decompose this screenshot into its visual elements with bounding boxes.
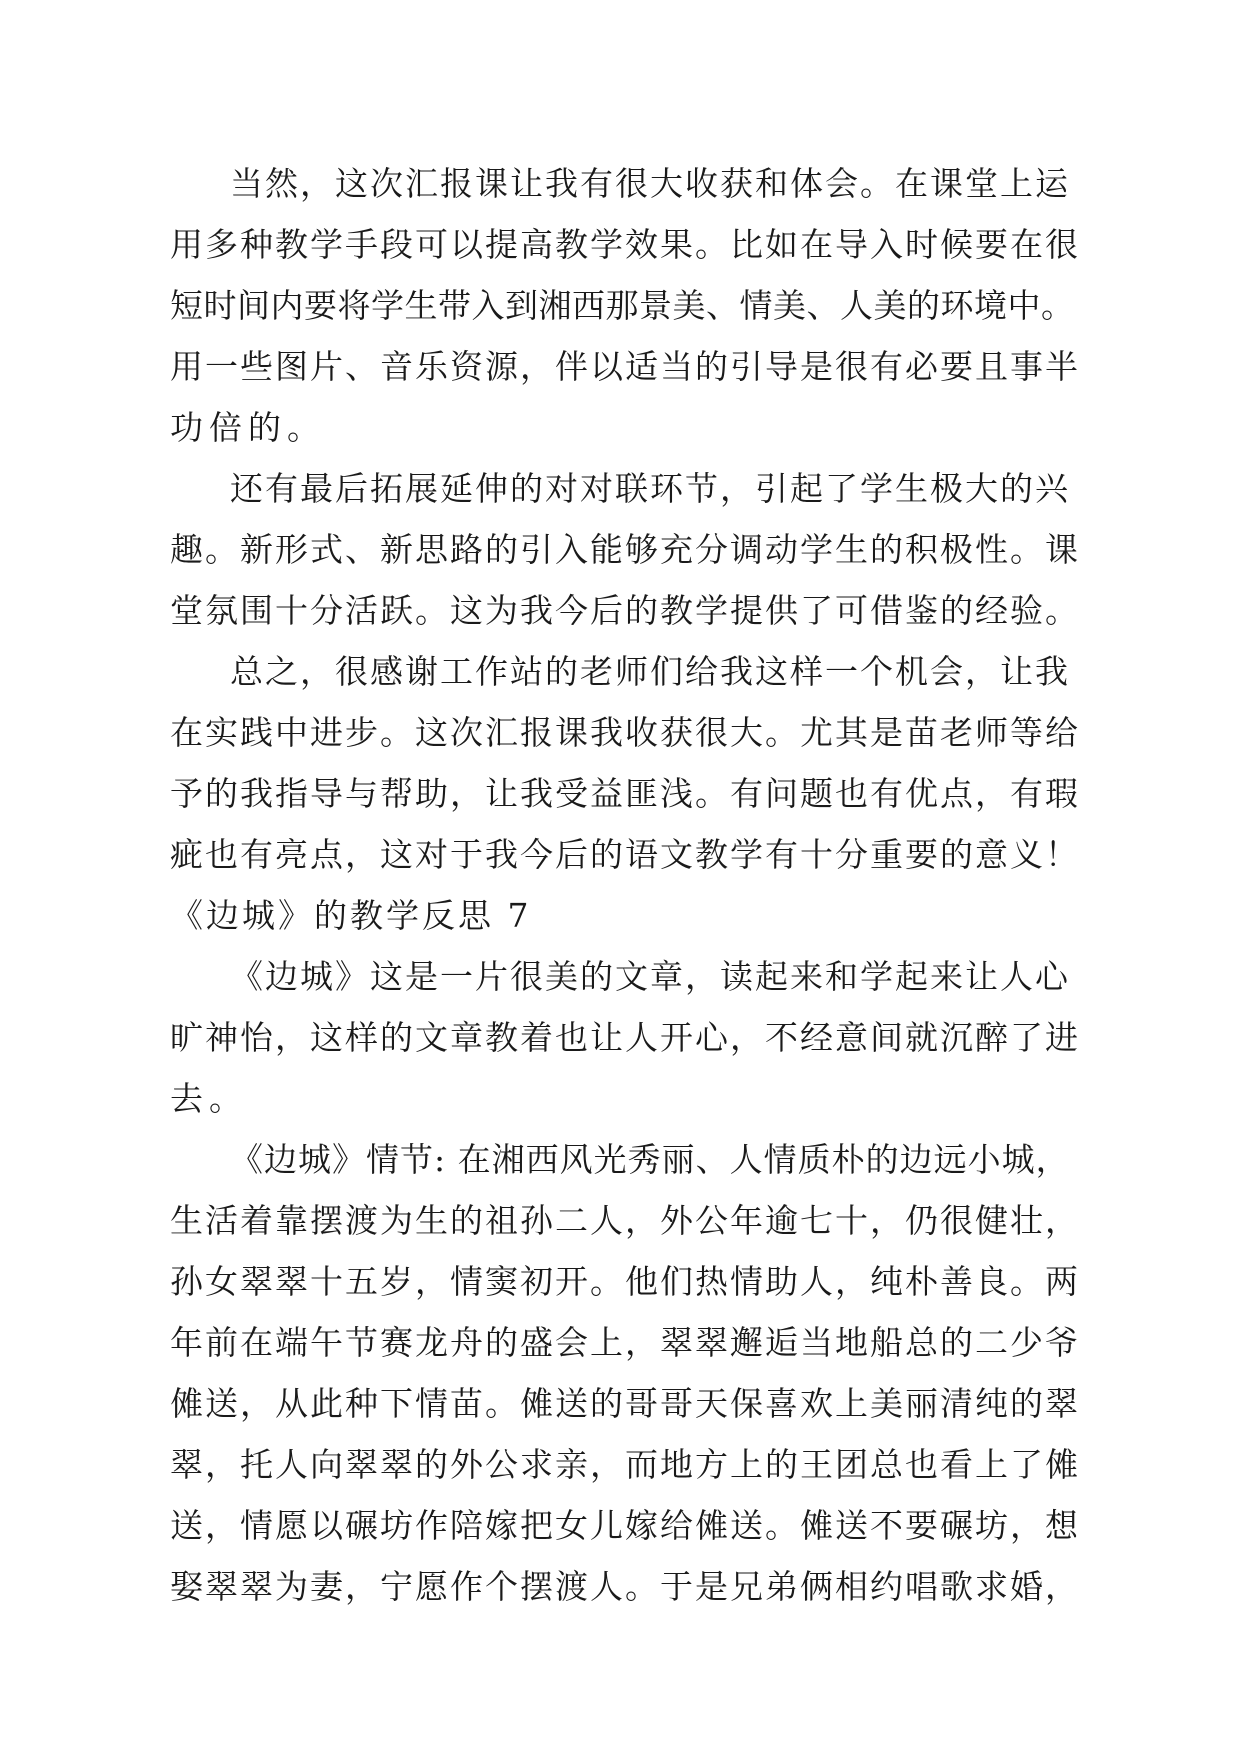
text-line: 《边城》这是一片很美的文章，读起来和学起来让人心: [230, 957, 1070, 996]
text-line: 用多种教学手段可以提高教学效果。比如在导入时候要在很: [170, 225, 1080, 264]
text-line: 短时间内要将学生带入到湘西那景美、情美、人美的环境中。: [170, 286, 1075, 325]
text-line: 《边城》情节: 在湘西风光秀丽、人情质朴的边远小城，: [230, 1140, 1070, 1179]
text-line: 予的我指导与帮助，让我受益匪浅。有问题也有优点，有瑕: [170, 774, 1080, 813]
text-line: 翠，托人向翠翠的外公求亲，而地方上的王团总也看上了傩: [170, 1445, 1080, 1484]
text-line: 傩送，从此种下情苗。傩送的哥哥天保喜欢上美丽清纯的翠: [170, 1384, 1080, 1423]
text-line: 在实践中进步。这次汇报课我收获很大。尤其是苗老师等给: [170, 713, 1080, 752]
text-line: 堂氛围十分活跃。这为我今后的教学提供了可借鉴的经验。: [170, 591, 1080, 630]
text-line: 用一些图片、音乐资源，伴以适当的引导是很有必要且事半: [170, 347, 1080, 386]
text-line: 功倍的。: [170, 408, 326, 447]
text-line: 去。: [170, 1079, 248, 1118]
text-line: 年前在端午节赛龙舟的盛会上，翠翠邂逅当地船总的二少爷: [170, 1323, 1080, 1362]
text-line: 趣。新形式、新思路的引入能够充分调动学生的积极性。课: [170, 530, 1080, 569]
text-line: 总之，很感谢工作站的老师们给我这样一个机会，让我: [230, 652, 1070, 691]
text-line: 旷神怡，这样的文章教着也让人开心，不经意间就沉醉了进: [170, 1018, 1080, 1057]
text-line: 当然，这次汇报课让我有很大收获和体会。在课堂上运: [230, 164, 1070, 203]
text-line: 还有最后拓展延伸的对对联环节，引起了学生极大的兴: [230, 469, 1070, 508]
text-line: 生活着靠摆渡为生的祖孙二人，外公年逾七十，仍很健壮，: [170, 1201, 1080, 1240]
text-line: 疵也有亮点，这对于我今后的语文教学有十分重要的意义！: [170, 835, 1080, 874]
section-heading: 《边城》的教学反思 7: [170, 896, 532, 935]
text-line: 孙女翠翠十五岁，情窦初开。他们热情助人，纯朴善良。两: [170, 1262, 1080, 1301]
text-line: 娶翠翠为妻，宁愿作个摆渡人。于是兄弟俩相约唱歌求婚，: [170, 1567, 1080, 1606]
text-line: 送，情愿以碾坊作陪嫁把女儿嫁给傩送。傩送不要碾坊，想: [170, 1506, 1080, 1545]
